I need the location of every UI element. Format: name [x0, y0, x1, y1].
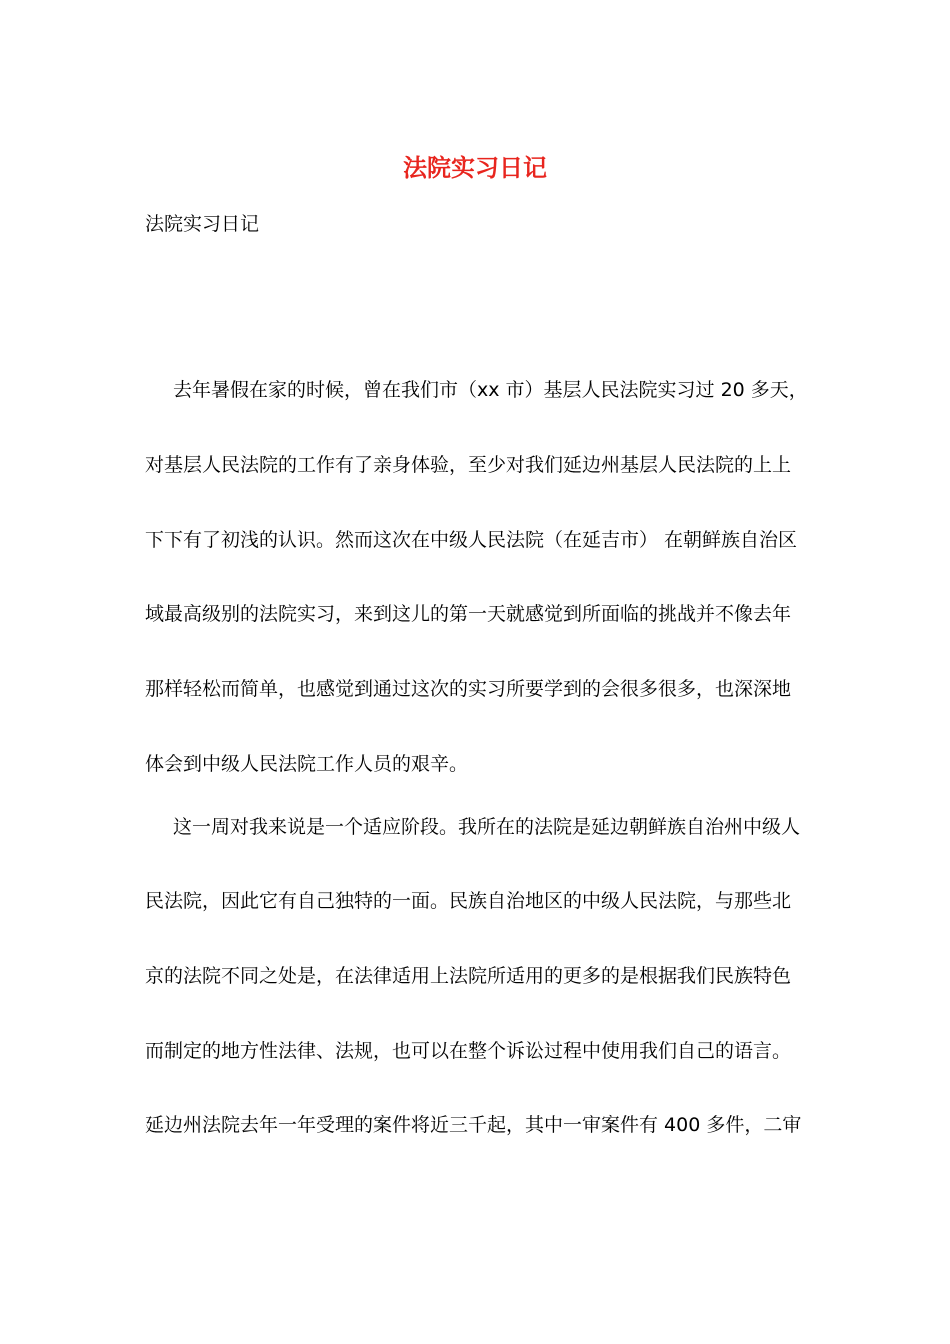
- paragraph-line: 对基层人民法院的工作有了亲身体验，至少对我们延边州基层人民法院的上上: [145, 454, 792, 476]
- paragraph-line: 民法院，因此它有自己独特的一面。民族自治地区的中级人民法院，与那些北: [145, 890, 792, 912]
- paragraph-line: 域最高级别的法院实习，来到这儿的第一天就感觉到所面临的挑战并不像去年: [145, 603, 792, 625]
- paragraph-line: 体会到中级人民法院工作人员的艰辛。: [145, 753, 469, 775]
- document-title: 法院实习日记: [403, 153, 547, 182]
- paragraph-line: 而制定的地方性法律、法规，也可以在整个诉讼过程中使用我们自己的语言。: [145, 1040, 792, 1062]
- paragraph-line: 下下有了初浅的认识。然而这次在中级人民法院（在延吉市） 在朝鲜族自治区: [145, 529, 798, 551]
- paragraph-line: 去年暑假在家的时候，曾在我们市（xx 市）基层人民法院实习过 20 多天，: [173, 379, 808, 401]
- paragraph-line: 这一周对我来说是一个适应阶段。我所在的法院是延边朝鲜族自治州中级人: [173, 816, 801, 838]
- document-subtitle: 法院实习日记: [145, 213, 260, 235]
- paragraph-line: 京的法院不同之处是，在法律适用上法院所适用的更多的是根据我们民族特色: [145, 965, 792, 987]
- paragraph-line: 那样轻松而简单，也感觉到通过这次的实习所要学到的会很多很多，也深深地: [145, 678, 792, 700]
- paragraph-line: 延边州法院去年一年受理的案件将近三千起，其中一审案件有 400 多件，二审: [145, 1114, 802, 1136]
